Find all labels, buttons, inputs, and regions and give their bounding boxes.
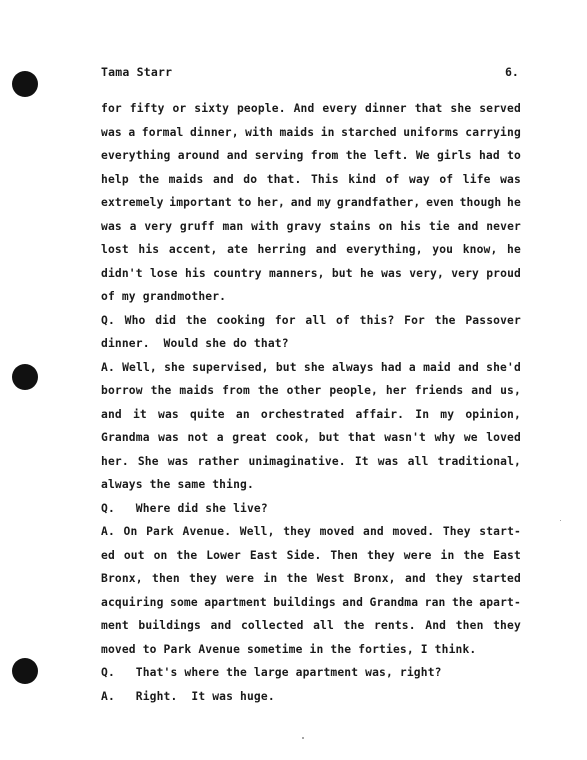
word: she <box>164 360 185 374</box>
word: out <box>123 548 145 562</box>
word: she'd <box>486 360 521 374</box>
word: all <box>407 454 429 468</box>
word: were <box>226 572 255 585</box>
word: This <box>310 172 339 186</box>
word: she <box>450 102 472 115</box>
word: of <box>336 313 350 327</box>
word: a <box>129 219 137 233</box>
transcript-line <box>101 121 521 145</box>
word: people, <box>329 384 378 397</box>
word: always <box>331 360 374 374</box>
word: ran <box>424 595 446 609</box>
word: acquiring <box>101 595 164 609</box>
word: maids <box>179 384 215 397</box>
word: wasn't <box>384 431 427 444</box>
word: apartment <box>204 595 267 609</box>
word: from <box>310 149 339 162</box>
word: left. <box>373 149 409 162</box>
word: quite <box>190 407 225 421</box>
transcript-line <box>101 262 521 286</box>
word: and <box>210 619 232 632</box>
word: On <box>123 525 138 538</box>
word: were <box>403 548 432 562</box>
word: Grandma <box>369 595 419 609</box>
word: Bronx, <box>353 572 396 585</box>
word: ment <box>101 619 129 632</box>
word: he <box>507 243 521 256</box>
word: cook, <box>275 431 311 444</box>
word: rather <box>197 454 240 468</box>
transcript-line <box>101 309 521 333</box>
word: my <box>317 196 332 209</box>
word: very <box>144 219 173 233</box>
word: her. <box>101 454 129 468</box>
word: start- <box>479 525 521 538</box>
word: and <box>290 196 312 209</box>
word: kind <box>348 172 377 186</box>
word: of <box>439 172 454 186</box>
word: the <box>257 384 279 397</box>
word: us, <box>500 384 521 397</box>
word: and <box>212 172 234 186</box>
transcript-line: dinner. Would she do that? <box>101 337 289 350</box>
word: East <box>249 548 278 562</box>
word: stains <box>329 219 371 233</box>
transcript-line <box>101 238 521 262</box>
word: formal <box>141 125 184 139</box>
word: people. <box>236 102 286 115</box>
transcript-line <box>101 567 521 591</box>
word: and <box>101 407 122 421</box>
word: that. <box>266 172 302 186</box>
word: way <box>409 172 430 186</box>
punch-hole <box>12 71 38 97</box>
transcript-line <box>101 544 521 568</box>
word: great <box>232 431 267 444</box>
word: then <box>455 619 484 632</box>
word: and <box>315 243 337 256</box>
word: to <box>507 149 521 162</box>
word: A. <box>101 525 115 538</box>
word: everything <box>101 149 171 162</box>
word: the <box>150 384 172 397</box>
word: on <box>378 219 393 233</box>
word: know, <box>462 243 498 256</box>
word: in <box>440 548 455 562</box>
word: loved <box>486 431 521 444</box>
word: carrying <box>465 125 521 139</box>
word: to <box>237 196 252 209</box>
transcript-line <box>101 356 521 380</box>
word: accent, <box>168 243 218 256</box>
word: her, <box>257 196 285 209</box>
word: opinion, <box>465 407 521 421</box>
word: it <box>132 407 147 421</box>
word: the <box>451 595 473 609</box>
word: Well, <box>239 525 275 538</box>
word: had <box>380 360 402 374</box>
scan-speck <box>560 520 561 521</box>
transcript-line <box>101 450 521 474</box>
word: was <box>158 407 179 421</box>
word: sixty <box>194 102 230 115</box>
word: every <box>322 102 358 115</box>
transcript-line: Q. That's where the large apartment was, right? <box>101 666 442 679</box>
word: and <box>363 525 384 538</box>
word: man <box>222 219 244 233</box>
word: of <box>385 172 400 186</box>
transcript-line: A. Right. It was huge. <box>101 689 275 703</box>
word: they <box>283 525 311 538</box>
word: Well, <box>122 360 157 374</box>
transcript-line <box>101 191 521 215</box>
word: serving <box>254 149 304 162</box>
transcript-line: of my grandmother. <box>101 290 227 303</box>
word: he <box>359 266 374 280</box>
word: very, <box>409 266 444 280</box>
word: ate <box>227 243 248 256</box>
word: for <box>274 313 296 327</box>
word: even <box>426 196 454 209</box>
word: she <box>303 360 325 374</box>
word: a <box>216 431 224 444</box>
word: everything, <box>346 243 423 256</box>
word: Side. <box>286 548 322 562</box>
word: very <box>451 266 479 280</box>
word: had <box>478 149 500 162</box>
transcript-line <box>101 168 521 192</box>
transcript-line <box>101 591 521 615</box>
word: fifty <box>129 102 165 115</box>
word: ed <box>101 548 115 562</box>
word: Park <box>146 525 174 538</box>
word: the <box>185 313 207 327</box>
word: they <box>493 619 521 632</box>
word: her <box>385 384 407 397</box>
word: the <box>176 548 198 562</box>
word: gravy <box>286 219 322 233</box>
transcript-line <box>101 379 521 403</box>
transcript-body <box>101 97 521 708</box>
word: West <box>316 572 345 585</box>
word: gruff <box>179 219 215 233</box>
word: country <box>213 266 262 280</box>
word: was <box>381 266 402 280</box>
word: friends <box>414 384 464 397</box>
word: And <box>425 619 447 632</box>
word: all <box>313 619 334 632</box>
transcript-line <box>101 426 521 450</box>
word: manners, <box>269 266 325 280</box>
word: a <box>408 360 416 374</box>
word: They <box>442 525 471 538</box>
word: It <box>354 454 369 468</box>
word: Lower <box>206 548 241 562</box>
word: was <box>167 454 189 468</box>
word: We <box>415 149 430 162</box>
word: a <box>128 125 136 139</box>
word: his <box>185 266 206 280</box>
word: East <box>493 548 521 562</box>
word: A. <box>101 360 115 374</box>
word: why <box>434 431 456 444</box>
word: was <box>101 219 122 233</box>
word: Avenue. <box>182 525 232 538</box>
word: we <box>463 431 478 444</box>
transcript-line: Q. Where did she live? <box>101 501 268 515</box>
word: affair. <box>355 407 405 421</box>
word: Passover <box>465 313 521 327</box>
word: In <box>415 407 430 421</box>
transcript-line <box>101 520 521 544</box>
word: Q. <box>101 313 115 327</box>
word: moved <box>319 525 355 538</box>
word: girls <box>436 149 472 162</box>
word: and <box>458 360 479 374</box>
word: and <box>226 149 248 162</box>
word: and <box>342 595 364 609</box>
word: started <box>472 572 521 585</box>
word: that <box>414 102 443 115</box>
word: buildings <box>138 619 201 632</box>
word: and <box>457 219 479 233</box>
word: Bronx, <box>101 572 143 585</box>
word: maid <box>423 360 451 374</box>
word: they <box>367 548 395 562</box>
word: collected <box>240 619 304 632</box>
word: some <box>170 595 198 609</box>
word: and <box>471 384 493 397</box>
word: Who <box>124 313 146 327</box>
word: Then <box>330 548 359 562</box>
word: was <box>101 125 122 139</box>
scan-speck <box>302 737 304 739</box>
word: lost <box>101 243 129 256</box>
word: buildings <box>273 595 336 609</box>
word: herring <box>257 243 307 256</box>
transcript-line <box>101 215 521 239</box>
word: help <box>101 172 129 186</box>
word: not <box>187 431 209 444</box>
word: they <box>189 572 217 585</box>
word: the <box>434 313 456 327</box>
word: For <box>404 313 426 327</box>
word: the <box>286 572 308 585</box>
word: Grandma <box>101 431 150 444</box>
word: though <box>459 196 502 209</box>
word: other <box>286 384 322 397</box>
word: was <box>377 454 399 468</box>
page-number: 6. <box>505 65 519 79</box>
punch-hole <box>12 658 38 684</box>
word: his <box>138 243 160 256</box>
word: or <box>172 102 187 115</box>
word: maids <box>279 125 315 139</box>
word: orchestrated <box>260 407 345 421</box>
word: tie <box>428 219 450 233</box>
word: was <box>500 172 521 186</box>
word: was <box>158 431 179 444</box>
word: with <box>251 219 279 233</box>
word: you <box>432 243 454 256</box>
transcript-line: moved to Park Avenue sometime in the forties, I think. <box>101 642 477 656</box>
word: in <box>320 125 335 139</box>
word: proud <box>486 266 521 280</box>
transcript-line <box>101 144 521 168</box>
word: served <box>479 102 521 115</box>
word: grandfather, <box>336 196 421 209</box>
word: important <box>169 196 232 209</box>
word: the <box>463 548 485 562</box>
word: but <box>318 431 340 444</box>
word: lose <box>149 266 178 280</box>
word: She <box>137 454 159 468</box>
word: the <box>138 172 160 186</box>
word: with <box>245 125 273 139</box>
transcript-line <box>101 614 521 638</box>
transcript-line <box>101 97 521 121</box>
word: unimaginative. <box>248 454 346 468</box>
word: apart- <box>479 595 521 609</box>
word: but <box>275 360 297 374</box>
word: maids <box>168 172 204 186</box>
word: but <box>331 266 353 280</box>
word: moved. <box>392 525 435 538</box>
word: rents. <box>373 619 416 632</box>
word: traditional, <box>437 454 521 468</box>
page-header-name: Tama Starr <box>101 65 173 79</box>
word: that <box>348 431 376 444</box>
word: cooking <box>216 313 266 327</box>
transcript-line: always the same thing. <box>101 478 254 491</box>
word: then <box>152 572 180 585</box>
word: borrow <box>101 384 143 397</box>
word: in <box>263 572 278 585</box>
transcript-line <box>101 403 521 427</box>
word: he <box>507 196 521 209</box>
word: all <box>305 313 327 327</box>
word: do <box>243 172 258 186</box>
word: his <box>400 219 422 233</box>
word: an <box>235 407 250 421</box>
word: didn't <box>101 266 143 280</box>
word: dinner, <box>189 125 239 139</box>
word: extremely <box>101 196 164 209</box>
word: for <box>101 102 122 115</box>
word: supervised, <box>192 360 269 374</box>
word: did <box>155 313 177 327</box>
word: life <box>462 172 491 186</box>
word: the <box>345 149 367 162</box>
word: and <box>404 572 426 585</box>
word: my <box>440 407 455 421</box>
word: starched <box>341 125 397 139</box>
punch-hole <box>12 364 38 390</box>
word: around <box>177 149 220 162</box>
word: And <box>293 102 315 115</box>
word: they <box>435 572 463 585</box>
word: the <box>343 619 365 632</box>
word: uniforms <box>403 125 459 139</box>
word: from <box>222 384 250 397</box>
word: this? <box>359 313 395 327</box>
word: dinner <box>365 102 407 115</box>
word: never <box>486 219 521 233</box>
word: on <box>153 548 168 562</box>
